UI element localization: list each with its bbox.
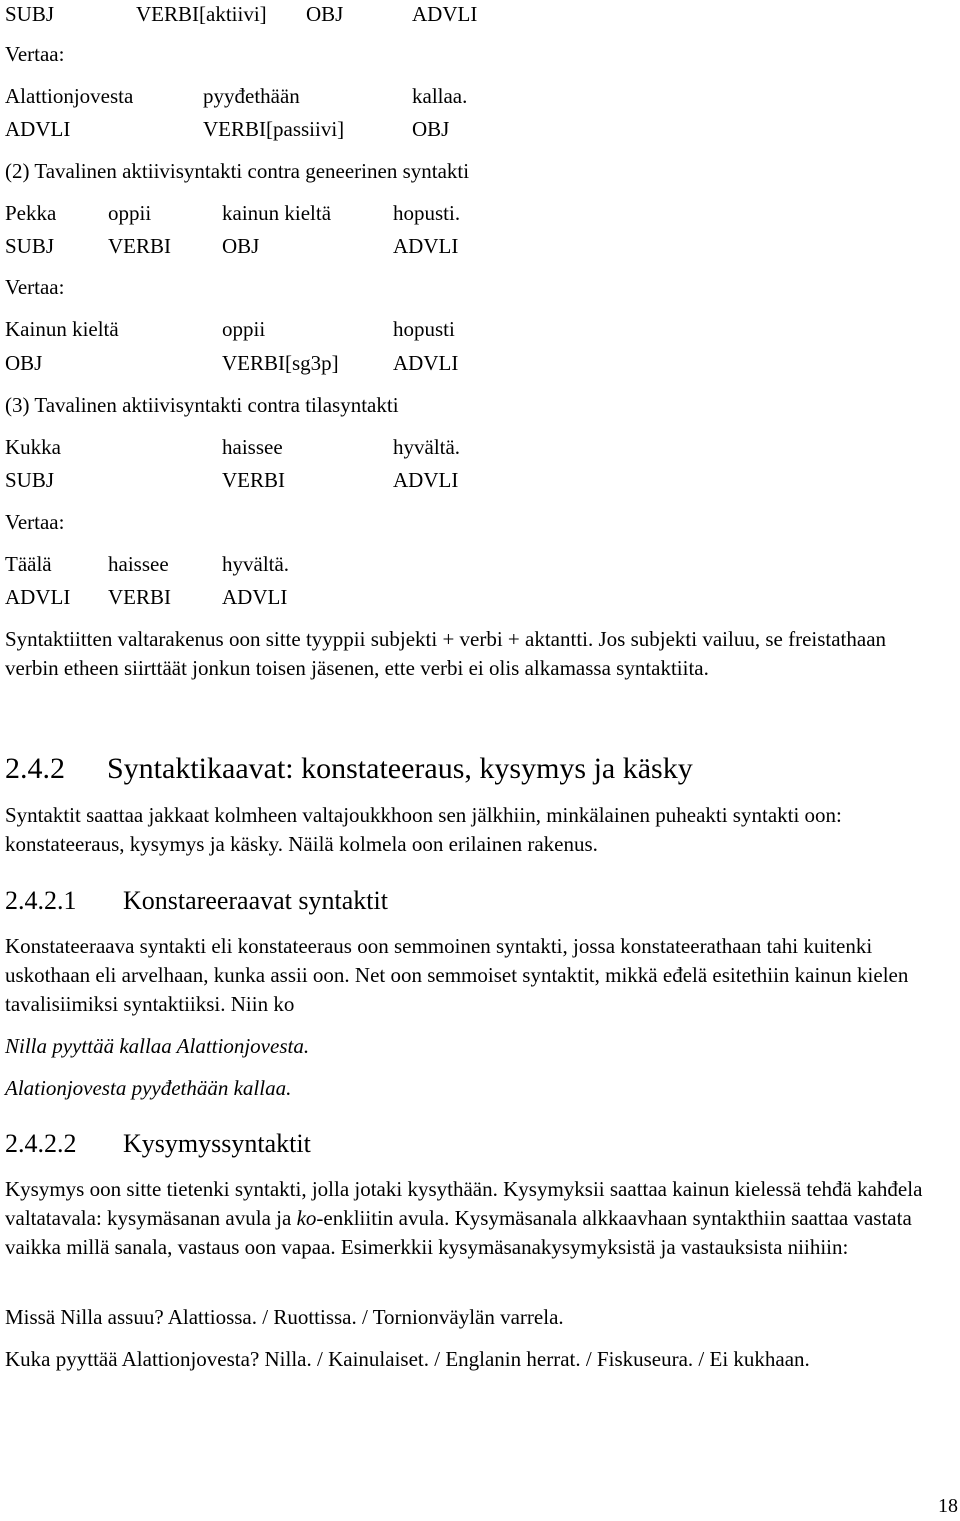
body-text: -enkliitin avula. Kysymäsanala alkkaavhaan syntakthiin saattaa vastata vaikka millä sanala, vastaus oon vapaa. Esimerkkii kysymäsanakysymyksistä ja vastauksista niihiin: — [5, 1206, 912, 1259]
example-word: Pekka — [5, 201, 57, 225]
gloss-cell: ADVLI — [5, 585, 71, 609]
vertaa-label: Vertaa: — [5, 275, 65, 299]
gloss-cell: ADVLI — [393, 351, 459, 375]
subsection-title: Kysymyssyntaktit — [123, 1129, 311, 1158]
body-paragraph: Konstateeraava syntakti eli konstateeraus oon semmoinen syntakti, jossa konstateerathaan tahi kuitenki uskothaan eli arvelhaan, kunka assii oon. Net oon semmoiset syntaktit, mikkä eđelä esitethiin kainun kielen tavalisiimiksi syntaktiiksi. Niin ko — [5, 934, 909, 1016]
example-word: oppii — [108, 201, 152, 225]
gloss-cell: SUBJ — [5, 468, 55, 492]
section-title: Syntaktikaavat: konstateeraus, kysymys ja käsky — [107, 752, 693, 785]
gloss-cell: ADVLI — [5, 117, 71, 141]
gloss-cell: VERBI[sg3p] — [222, 351, 339, 375]
example-word: Kukka — [5, 435, 61, 459]
body-paragraph — [5, 1175, 935, 1262]
body-paragraph: Syntaktit saattaa jakkaat kolmheen valtajoukkhoon sen jälkhiin, minkälainen puheakti syntakti oon: konstateeraus, kysymys ja käsky. Näilä kolmela oon erilainen rakenus. — [5, 803, 842, 856]
gloss-cell: VERBI[aktiivi] — [136, 2, 267, 26]
gloss-cell: OBJ — [5, 351, 43, 375]
gloss-cell: OBJ — [306, 2, 344, 26]
example-word: oppii — [222, 317, 266, 341]
section-heading — [5, 752, 693, 786]
example-word: kainun kieltä — [222, 201, 332, 225]
example-title: (2) Tavalinen aktiivisyntakti contra geneerinen syntakti — [5, 159, 470, 183]
ko-enclitic: ko — [296, 1206, 317, 1230]
vertaa-label: Vertaa: — [5, 42, 65, 66]
gloss-cell: ADVLI — [393, 234, 459, 258]
example-word: Täälä — [5, 552, 52, 576]
example-word: kallaa. — [412, 84, 468, 108]
subsection-number: 2.4.2.1 — [5, 886, 77, 915]
example-word: haissee — [108, 552, 169, 576]
page-number: 18 — [938, 1495, 958, 1517]
example-word: hyvältä. — [393, 435, 461, 459]
example-title: (3) Tavalinen aktiivisyntakti contra tilasyntakti — [5, 393, 399, 417]
example-sentence: Kuka pyyttää Alattionjovesta? Nilla. / Kainulaiset. / Englanin herrat. / Fiskuseura. / Ei kukhaan. — [5, 1347, 810, 1371]
example-word: hopusti. — [393, 201, 461, 225]
gloss-cell: VERBI — [108, 234, 171, 258]
vertaa-label: Vertaa: — [5, 510, 65, 534]
gloss-cell: ADVLI — [412, 2, 478, 26]
subsection-heading — [5, 886, 388, 916]
example-word: Alattionjovesta — [5, 84, 134, 108]
gloss-cell: VERBI[passiivi] — [203, 117, 345, 141]
section-number: 2.4.2 — [5, 752, 65, 785]
subsection-number: 2.4.2.2 — [5, 1129, 77, 1158]
gloss-cell: VERBI — [108, 585, 171, 609]
example-word: hopusti — [393, 317, 455, 341]
gloss-cell: VERBI — [222, 468, 285, 492]
gloss-cell: ADVLI — [393, 468, 459, 492]
subsection-heading — [5, 1129, 311, 1159]
example-word: Kainun kieltä — [5, 317, 119, 341]
gloss-cell: OBJ — [222, 234, 260, 258]
example-word: haissee — [222, 435, 283, 459]
subsection-title: Konstareeraavat syntaktit — [123, 886, 388, 915]
gloss-cell: ADVLI — [222, 585, 288, 609]
body-paragraph: Syntaktiitten valtarakenus oon sitte tyyppii subjekti + verbi + aktantti. Jos subjekti vailuu, se freistathaan verbin etheen siirttäät jonkun toisen jäsenen, ette verbi ei olis alkamassa syntaktiita. — [5, 627, 887, 680]
body-text: Kysymys oon sitte tietenki syntakti, jolla jotaki kysythään. Kysymyksii saattaa kainun kielessä tehđä kahđela valtatavala: kysymäsanan avula ja — [5, 1177, 923, 1230]
example-sentence: Nilla pyyttää kallaa Alattionjovesta. — [5, 1034, 310, 1058]
gloss-cell: OBJ — [412, 117, 450, 141]
example-sentence: Missä Nilla assuu? Alattiossa. / Ruottissa. / Tornionväylän varrela. — [5, 1305, 564, 1329]
example-word: pyyđethään — [203, 84, 300, 108]
example-word: hyvältä. — [222, 552, 290, 576]
gloss-cell: SUBJ — [5, 2, 55, 26]
gloss-cell: SUBJ — [5, 234, 55, 258]
example-sentence: Alationjovesta pyyđethään kallaa. — [5, 1076, 292, 1100]
